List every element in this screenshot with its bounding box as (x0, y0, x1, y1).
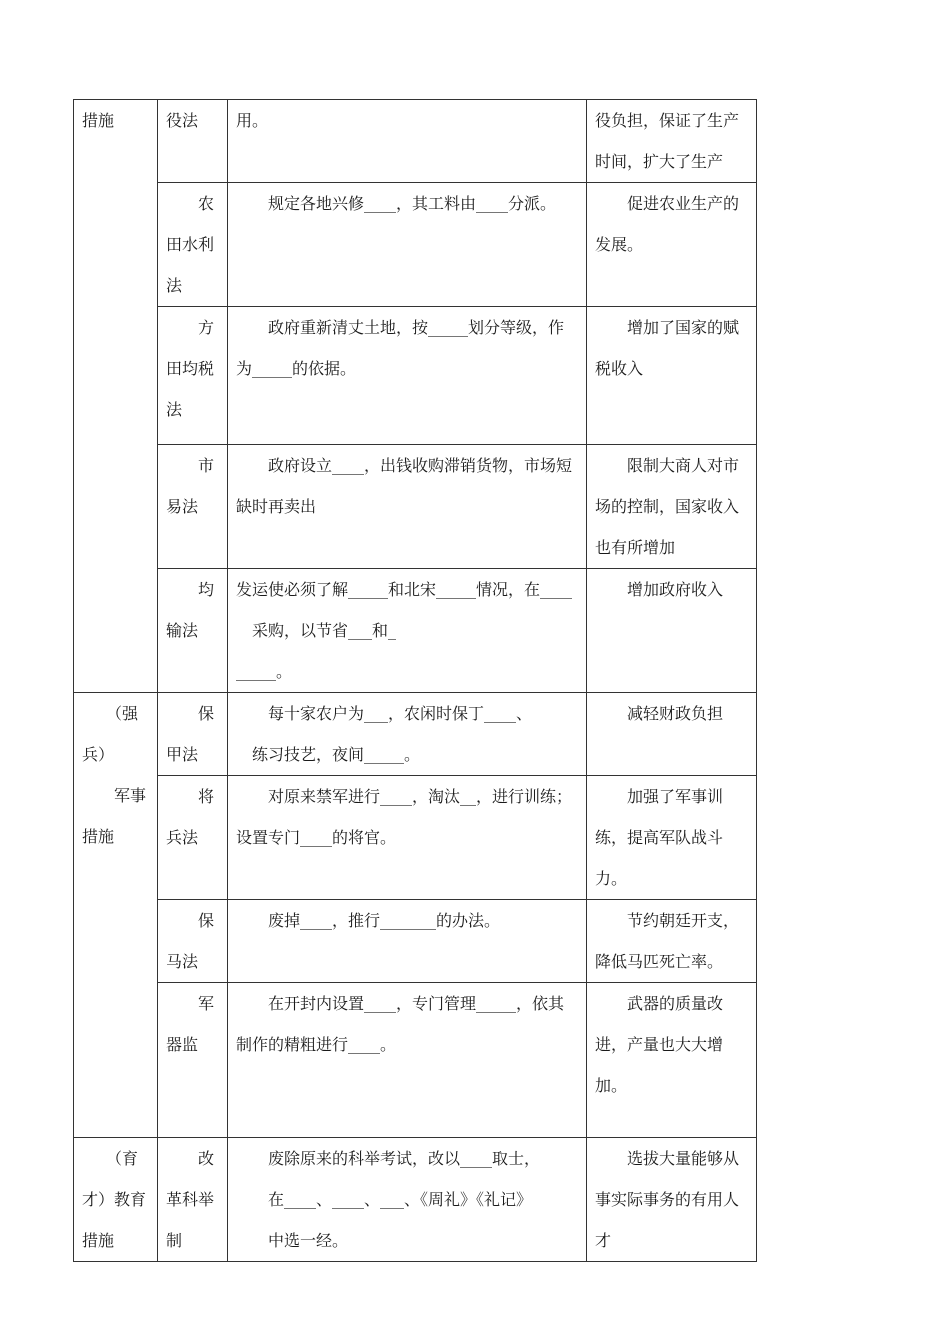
category-cell: （强兵） 军事措施 (74, 693, 158, 1138)
effect-cell: 节约朝廷开支，降低马匹死亡率。 (587, 900, 757, 983)
effect-cell: 促进农业生产的发展。 (587, 183, 757, 307)
effect-cell: 加强了军事训练，提高军队战斗力。 (587, 776, 757, 900)
table-row (74, 983, 757, 1138)
measure-name-cell: 军器监 (158, 983, 228, 1138)
effect-cell: 减轻财政负担 (587, 693, 757, 776)
measure-name-cell: 役法 (158, 100, 228, 183)
effect-cell: 增加政府收入 (587, 569, 757, 693)
measure-name-cell: 改革科举制 (158, 1138, 228, 1262)
effect-cell: 限制大商人对市场的控制，国家收入也有所增加 (587, 445, 757, 569)
measure-name-cell: 保甲法 (158, 693, 228, 776)
measure-name-cell: 将兵法 (158, 776, 228, 900)
content-cell: 废掉____，推行_______的办法。 (228, 900, 587, 983)
effect-cell: 武器的质量改进，产量也大大增加。 (587, 983, 757, 1138)
effect-cell: 增加了国家的赋税收入 (587, 307, 757, 445)
content-cell: 政府设立____，出钱收购滞销货物，市场短缺时再卖出 (228, 445, 587, 569)
table-row (74, 100, 757, 183)
category-cell: （育才）教育措施 (74, 1138, 158, 1262)
content-cell: 规定各地兴修____，其工料由____分派。 (228, 183, 587, 307)
table-row (74, 1138, 757, 1262)
reform-table (73, 99, 757, 1262)
content-cell: 在开封内设置____，专门管理_____，依其制作的精粗进行____。 (228, 983, 587, 1138)
content-cell: 每十家农户为___，农闲时保丁____、 练习技艺，夜间_____。 (228, 693, 587, 776)
content-cell: 废除原来的科举考试，改以____取士， 在____、____、___、《周礼》《礼记》 中选一经。 (228, 1138, 587, 1262)
measure-name-cell: 保马法 (158, 900, 228, 983)
table-row (74, 307, 757, 445)
category-cell: 措施 (74, 100, 158, 693)
content-cell: 对原来禁军进行____，淘汰__，进行训练；设置专门____的将官。 (228, 776, 587, 900)
table-row (74, 776, 757, 900)
effect-cell: 选拔大量能够从事实际事务的有用人才 (587, 1138, 757, 1262)
measure-name-cell: 方田均税法 (158, 307, 228, 445)
measure-name-cell: 均输法 (158, 569, 228, 693)
content-cell: 用。 (228, 100, 587, 183)
table-row (74, 569, 757, 693)
table-row (74, 693, 757, 776)
content-cell: 发运使必须了解_____和北宋_____情况，在____ 采购，以节省___和_ _____。 (228, 569, 587, 693)
measure-name-cell: 市易法 (158, 445, 228, 569)
table-row (74, 900, 757, 983)
table-row (74, 445, 757, 569)
measure-name-cell: 农田水利法 (158, 183, 228, 307)
effect-cell: 役负担，保证了生产时间，扩大了生产 (587, 100, 757, 183)
content-cell: 政府重新清丈土地，按_____划分等级，作为_____的依据。 (228, 307, 587, 445)
table-row (74, 183, 757, 307)
